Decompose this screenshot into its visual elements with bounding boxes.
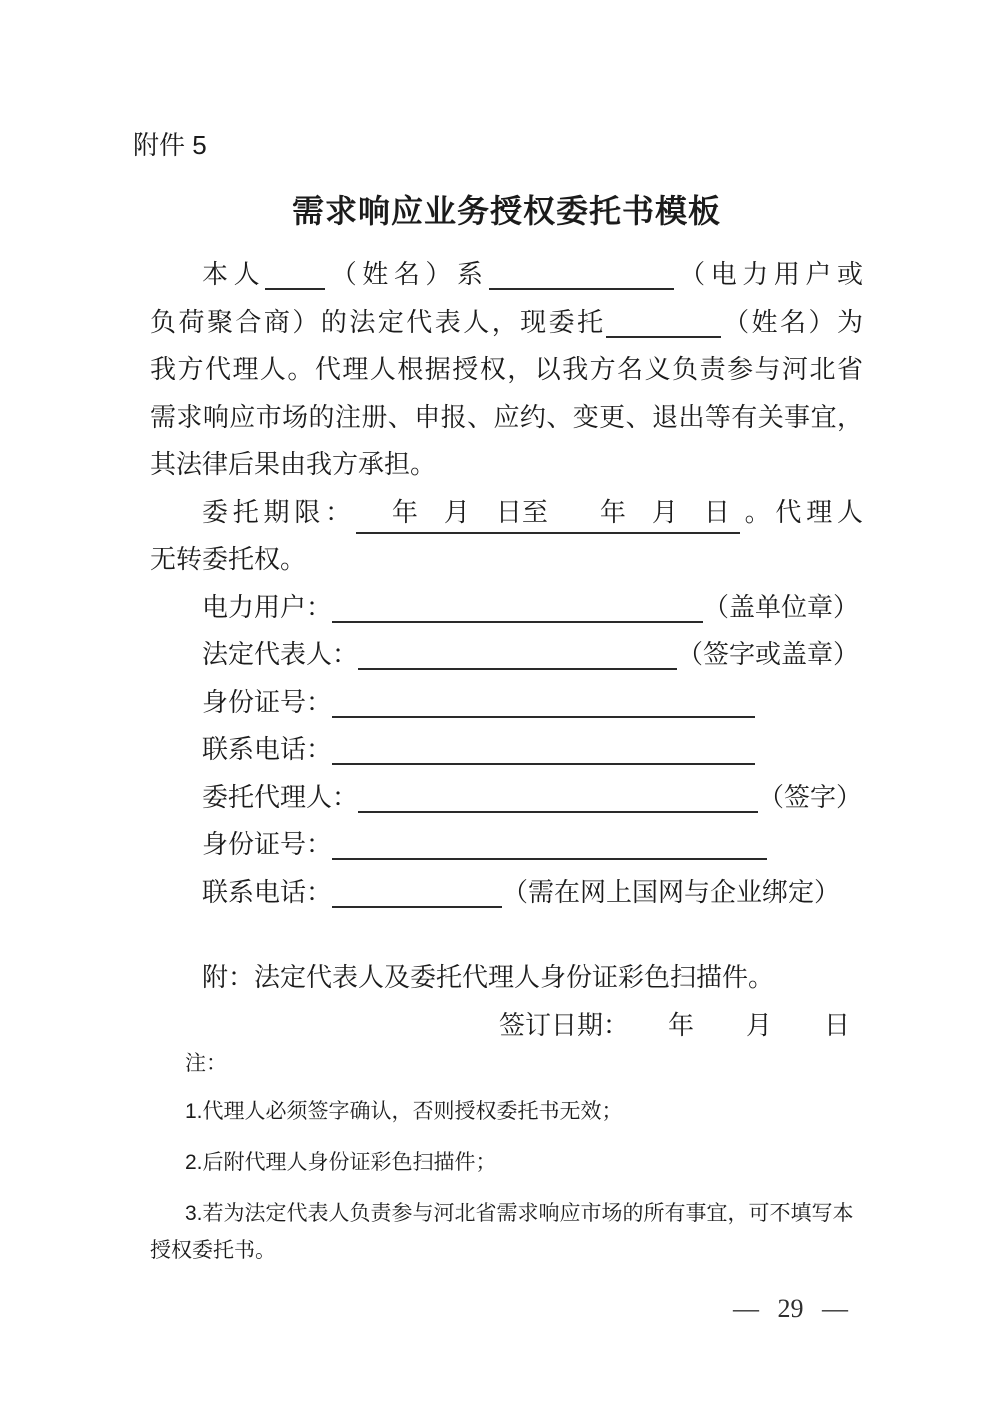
- name-blank-line: [265, 258, 325, 290]
- term-line-1: [150, 489, 863, 537]
- field-label: 联系电话：: [202, 876, 333, 907]
- intro-line-3: 我方代理人。代理人根据授权，以我方名义负责参与河北省: [150, 354, 863, 384]
- intro-line-5: 其法律后果由我方承担。: [150, 449, 437, 479]
- field-label: 法定代表人：: [202, 639, 359, 669]
- note-item-1: 1.代理人必须签字确认，否则授权委托书无效；: [185, 1100, 623, 1123]
- field-label: 身份证号：: [202, 829, 333, 859]
- intro-text: 本人: [202, 259, 266, 289]
- notes-section: [150, 1049, 863, 1269]
- field-label: 联系电话：: [202, 734, 333, 764]
- field-suffix: （盖单位章）: [703, 591, 860, 622]
- attachment-label: 附件 5: [133, 130, 207, 160]
- attachment-scan-note: 附：法定代表人及委托代理人身份证彩色扫描件。: [202, 962, 775, 992]
- form-fields: [150, 584, 863, 917]
- field-row-phone-2: [150, 869, 863, 917]
- field-row-entrusted-agent: [150, 774, 863, 822]
- document-body: [150, 251, 863, 1324]
- field-blank-line: [332, 828, 767, 860]
- intro-text: （姓名）为: [720, 306, 863, 337]
- term-line-2: 无转委托权。: [150, 544, 307, 574]
- note-item-3: 3.若为法定代表人负责参与河北省需求响应市场的所有事宜，可不填写本授权委托书。: [150, 1202, 854, 1262]
- intro-line-4: 需求响应市场的注册、申报、应约、变更、退出等有关事宜，: [150, 401, 863, 432]
- agent-name-blank-line: [606, 306, 721, 338]
- field-blank-line: [332, 686, 755, 718]
- document-title: 需求响应业务授权委托书模板: [291, 193, 721, 229]
- field-row-id-number-2: [150, 821, 863, 869]
- intro-paragraph: [150, 251, 863, 489]
- intro-text: （姓名）系: [325, 259, 489, 289]
- term-label: 委托期限：: [202, 496, 356, 527]
- signing-date-line: 签订日期： 年 月 日: [498, 1009, 850, 1040]
- field-row-phone-1: [150, 726, 863, 774]
- field-blank-line: [332, 733, 755, 765]
- field-row-legal-representative: [150, 631, 863, 679]
- term-paragraph: [150, 489, 863, 584]
- term-suffix: 。代理人: [739, 496, 863, 527]
- note-item-2: 2.后附代理人身份证彩色扫描件；: [185, 1151, 497, 1174]
- field-label: 身份证号：: [202, 686, 333, 717]
- intro-text: 负荷聚合商）的法定代表人，现委托: [150, 306, 606, 337]
- intro-text: （电力用户或: [673, 259, 863, 289]
- page-number: — 29 —: [733, 1294, 848, 1323]
- term-dates-blank-line: 年 月 日至 年 月 日: [356, 492, 740, 534]
- field-label: 电力用户：: [202, 591, 333, 622]
- field-label: 委托代理人：: [202, 781, 359, 812]
- field-row-id-number-1: [150, 679, 863, 727]
- field-suffix: （签字或盖章）: [677, 639, 860, 669]
- field-row-power-user: [150, 584, 863, 632]
- intro-line-2: [150, 299, 863, 347]
- field-blank-line: [332, 876, 502, 908]
- field-blank-line: [358, 638, 677, 670]
- field-suffix: （需在网上国网与企业绑定）: [502, 876, 841, 907]
- notes-header: 注：: [185, 1052, 227, 1075]
- field-suffix: （签字）: [758, 781, 863, 812]
- field-blank-line: [358, 781, 758, 813]
- field-blank-line: [332, 591, 703, 623]
- entity-blank-line: [489, 258, 674, 290]
- intro-line-1: [150, 251, 863, 299]
